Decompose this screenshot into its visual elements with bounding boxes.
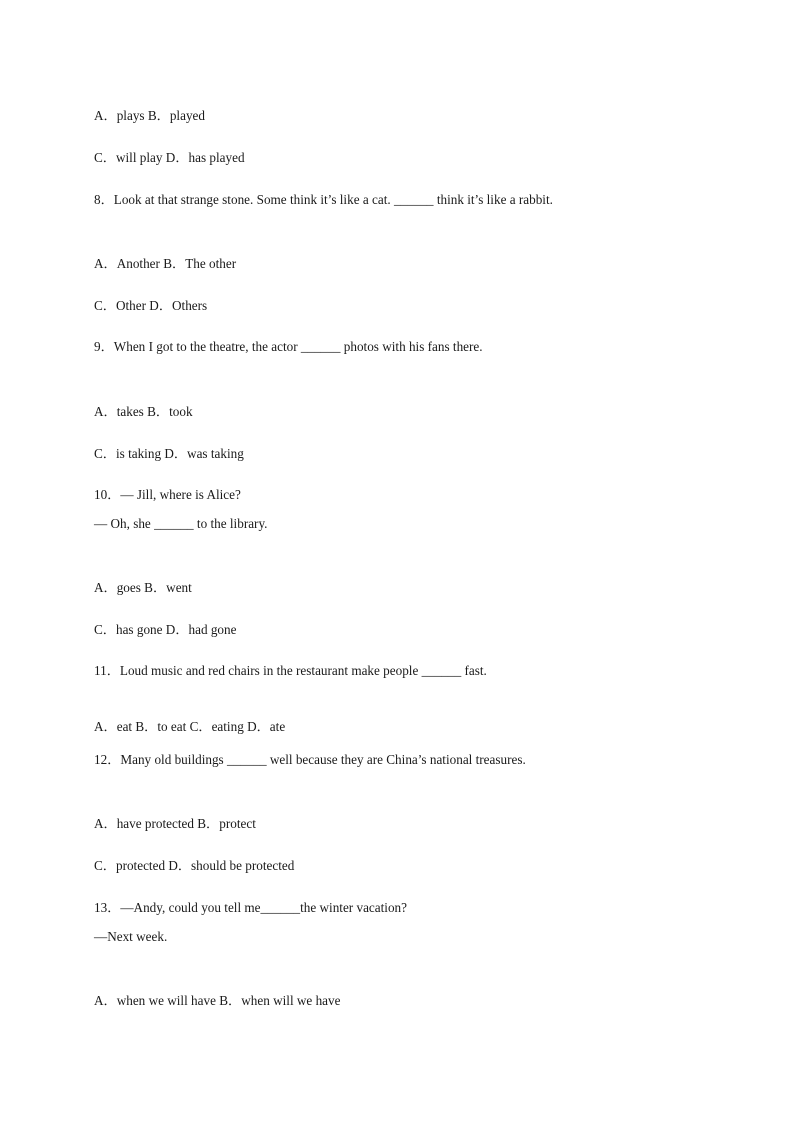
question-8: 8．Look at that strange stone. Some think it’s like a cat. ______ think it’s like a rabbit. [94,192,553,207]
question-10: 10．— Jill, where is Alice? [94,487,241,502]
q12-options-ab: A．have protected B．protect [94,816,256,831]
q9-options-ab: A．takes B．took [94,404,193,419]
question-9: 9．When I got to the theatre, the actor ______ photos with his fans there. [94,339,483,354]
question-13: 13．—Andy, could you tell me______the winter vacation? [94,900,408,915]
question-13-reply: —Next week. [94,929,168,944]
q7-options-cd: C．will play D．has played [94,150,245,165]
q8-options-cd: C．Other D．Others [94,298,208,313]
question-10-reply: — Oh, she ______ to the library. [94,516,268,531]
q13-options-ab: A．when we will have B．when will we have [94,993,341,1008]
q9-options-cd: C．is taking D．was taking [94,446,244,461]
q10-options-ab: A．goes B．went [94,580,192,595]
q12-options-cd: C．protected D．should be protected [94,858,295,873]
q11-options: A．eat B．to eat C．eating D．ate [94,719,286,734]
q10-options-cd: C．has gone D．had gone [94,622,237,637]
q8-options-ab: A．Another B．The other [94,256,237,271]
q7-options-ab: A．plays B．played [94,108,205,123]
question-12: 12．Many old buildings ______ well because they are China’s national treasures. [94,752,526,767]
question-11: 11．Loud music and red chairs in the restaurant make people ______ fast. [94,663,487,678]
